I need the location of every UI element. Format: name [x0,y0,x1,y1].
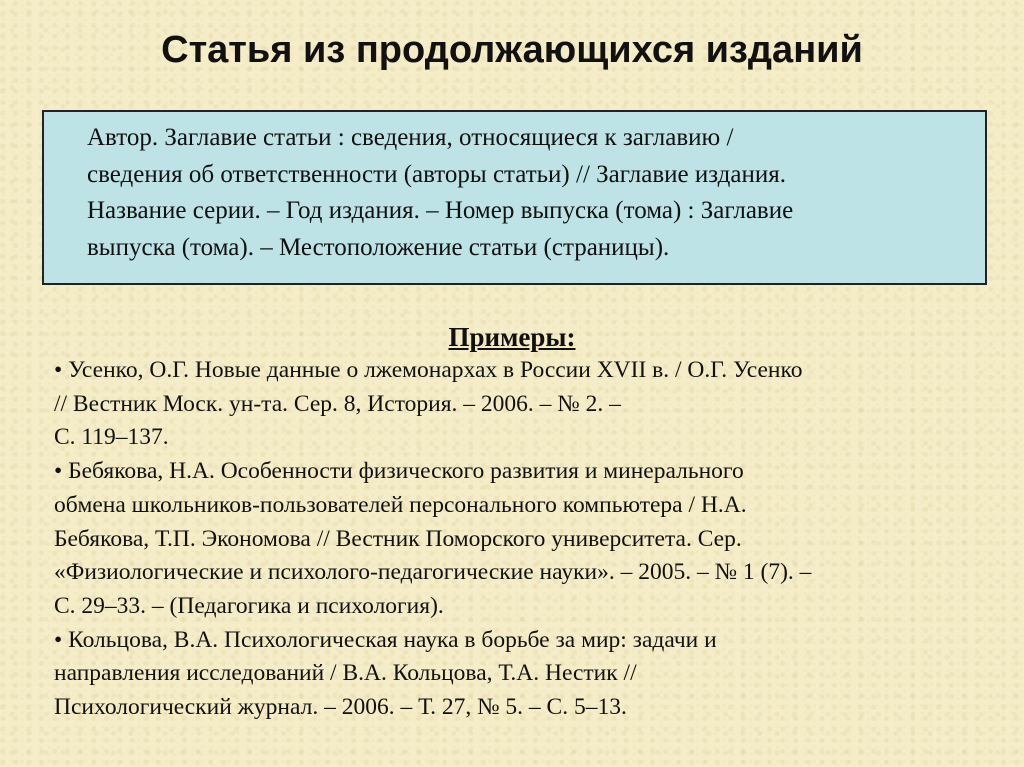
example-line: • Кольцова, В.А. Психологическая наука в борьбе за мир: задачи и [54,626,717,653]
example-line: направления исследований / В.А. Кольцова, Т.А. Нестик // [54,660,637,687]
examples-heading: Примеры: [448,322,576,352]
examples-list [54,354,1004,725]
example-line: Психологический журнал. – 2006. – Т. 27, № 5. – С. 5–13. [54,694,627,721]
example-line: Бебякова, Т.П. Экономова // Вестник Поморского университета. Сер. [54,525,742,552]
example-item-usenko [54,354,1004,455]
example-line: обмена школьников-пользователей персонального компьютера / Н.А. [54,491,747,518]
format-line: Автор. Заглавие статьи : сведения, относящиеся к заглавию / [87,124,734,151]
example-line: С. 119–137. [54,424,169,451]
slide-title: Статья из продолжающихся изданий [161,29,863,71]
format-line: выпуска (тома). – Местоположение статьи (страницы). [87,233,670,261]
format-template-box [42,110,987,285]
example-line: С. 29–33. – (Педагогика и психология). [54,592,444,619]
example-line: // Вестник Моск. ун-та. Сер. 8, История. – 2006. – № 2. – [54,390,621,417]
format-line: Название серии. – Год издания. – Номер выпуска (тома) : Заглавие [87,197,794,224]
example-item-bebyakova [54,455,1004,624]
example-item-koltsova [54,624,1004,725]
example-line: • Усенко, О.Г. Новые данные о лжемонархах в России XVII в. / О.Г. Усенко [54,357,803,383]
format-line: сведения об ответственности (авторы статьи) // Заглавие издания. [87,160,786,188]
example-line: «Физиологические и психолого-педагогические науки». – 2005. – № 1 (7). – [54,559,812,586]
example-line: • Бебякова, Н.А. Особенности физического развития и минерального [54,458,744,485]
